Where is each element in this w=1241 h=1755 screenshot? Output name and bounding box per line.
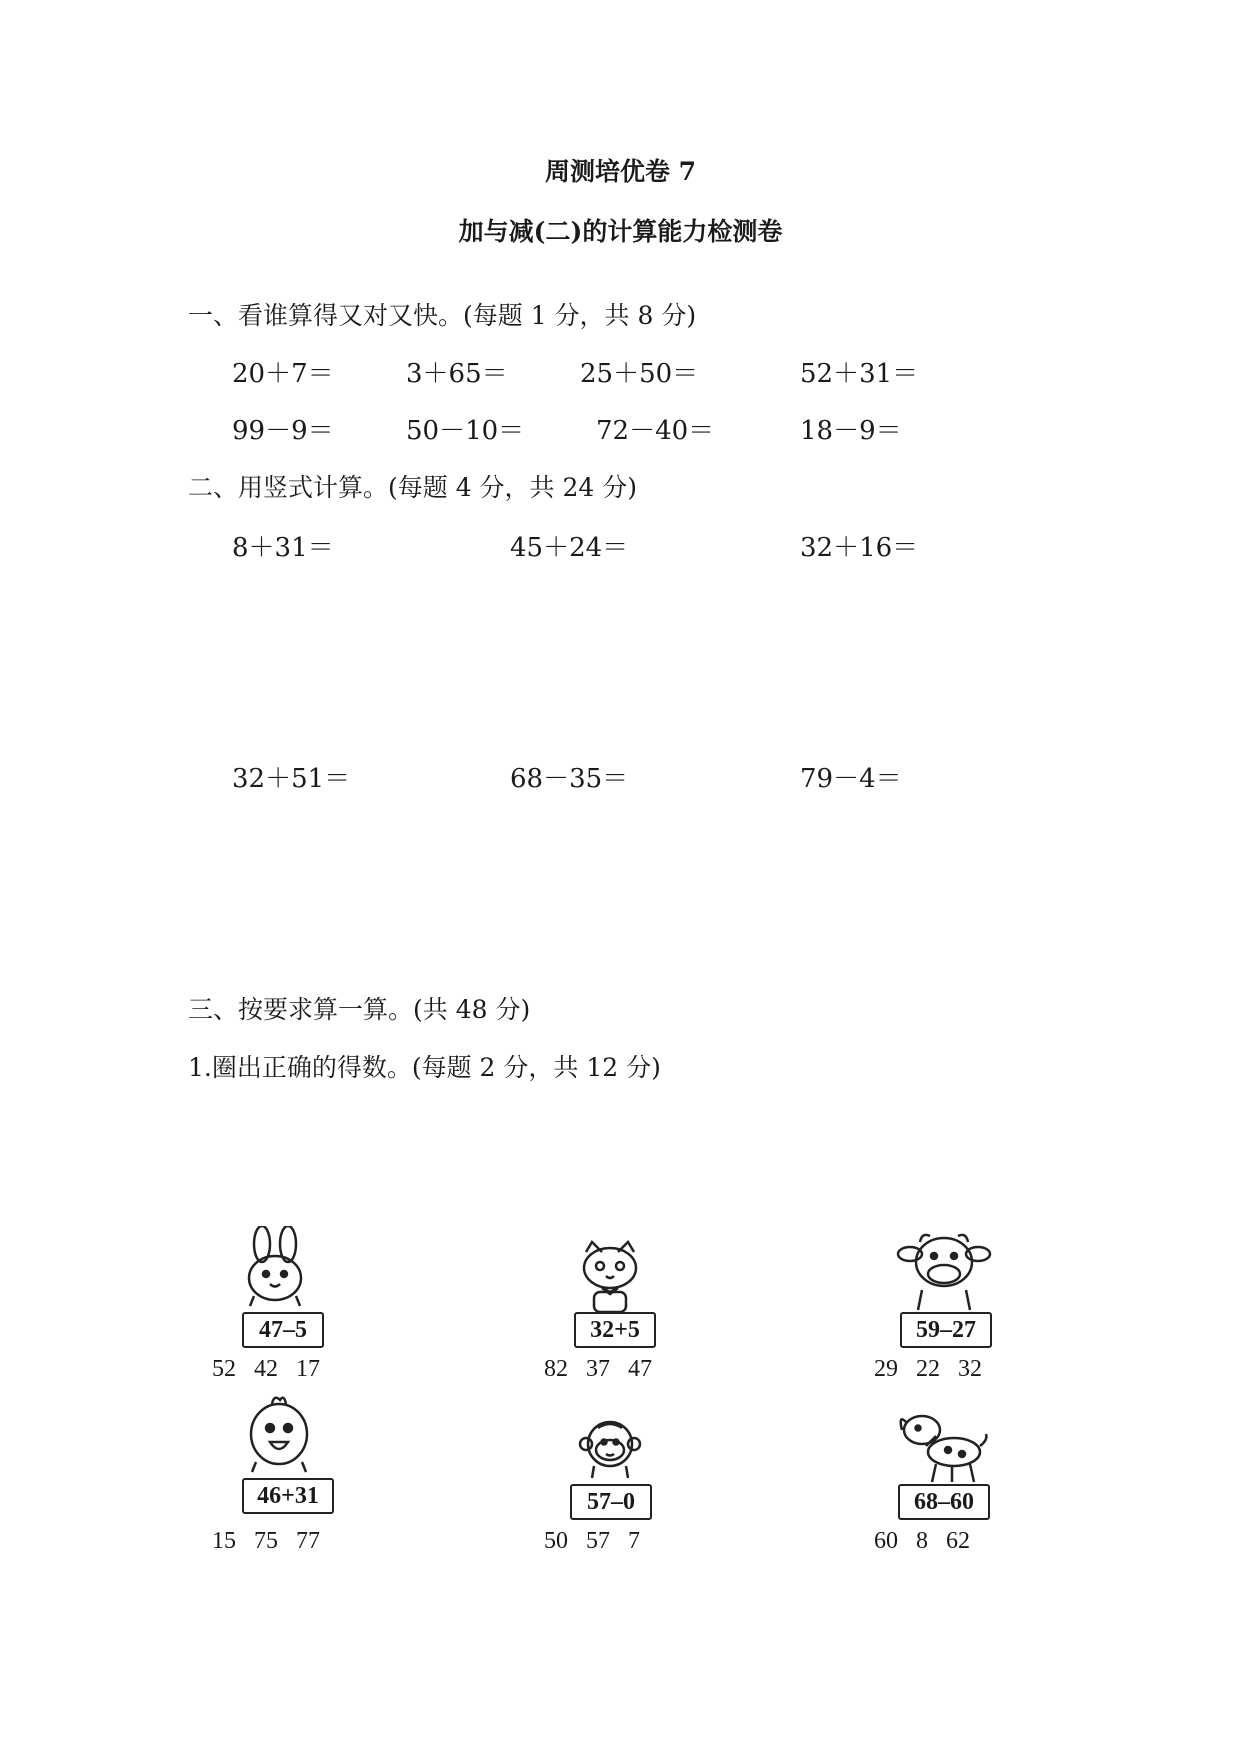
answer-option[interactable]: 7 xyxy=(628,1528,640,1554)
answer-option[interactable]: 47 xyxy=(628,1356,652,1382)
equation: 50－10＝ xyxy=(406,416,525,446)
equation: 3＋65＝ xyxy=(406,359,508,389)
equation: 52＋31＝ xyxy=(800,359,919,389)
expression-box: 59–27 xyxy=(900,1312,992,1348)
page-title: 周测培优卷 7 xyxy=(544,157,697,186)
section-3-sub-1: 1.圈出正确的得数。(每题 2 分，共 12 分) xyxy=(188,1053,661,1082)
answer-options xyxy=(874,1356,1000,1383)
answer-option[interactable]: 77 xyxy=(296,1528,320,1554)
answer-option[interactable]: 42 xyxy=(254,1356,278,1382)
answer-option[interactable]: 17 xyxy=(296,1356,320,1382)
cat-icon xyxy=(578,1240,642,1314)
section-1-heading: 一、看谁算得又对又快。(每题 1 分，共 8 分) xyxy=(188,301,697,330)
answer-options xyxy=(874,1528,988,1555)
answer-options xyxy=(212,1528,338,1555)
answer-option[interactable]: 29 xyxy=(874,1356,898,1382)
answer-option[interactable]: 52 xyxy=(212,1356,236,1382)
monkey-icon xyxy=(578,1418,642,1480)
answer-options xyxy=(544,1356,670,1383)
cow-icon xyxy=(896,1230,992,1314)
answer-option[interactable]: 15 xyxy=(212,1528,236,1554)
answer-option[interactable]: 62 xyxy=(946,1528,970,1554)
answer-options xyxy=(544,1528,658,1555)
answer-option[interactable]: 22 xyxy=(916,1356,940,1382)
expression-box: 32+5 xyxy=(574,1312,656,1348)
equation: 20＋7＝ xyxy=(232,359,334,389)
equation: 72－40＝ xyxy=(596,416,715,446)
equation: 25＋50＝ xyxy=(580,359,699,389)
page-subtitle: 加与减(二)的计算能力检测卷 xyxy=(458,217,783,246)
equation: 45＋24＝ xyxy=(510,533,629,563)
expression-box: 68–60 xyxy=(898,1484,990,1520)
section-3-heading: 三、按要求算一算。(共 48 分) xyxy=(188,995,531,1024)
answer-option[interactable]: 37 xyxy=(586,1356,610,1382)
section-2-heading: 二、用竖式计算。(每题 4 分，共 24 分) xyxy=(188,473,638,502)
answer-option[interactable]: 57 xyxy=(586,1528,610,1554)
answer-option[interactable]: 60 xyxy=(874,1528,898,1554)
chick-icon xyxy=(244,1394,314,1474)
dog-icon xyxy=(896,1410,990,1486)
expression-box: 57–0 xyxy=(570,1484,652,1520)
answer-option[interactable]: 50 xyxy=(544,1528,568,1554)
equation: 8＋31＝ xyxy=(232,533,334,563)
equation: 79－4＝ xyxy=(800,764,902,794)
equation: 32＋51＝ xyxy=(232,764,351,794)
equation: 32＋16＝ xyxy=(800,533,919,563)
answer-option[interactable]: 82 xyxy=(544,1356,568,1382)
rabbit-icon xyxy=(240,1226,310,1311)
answer-option[interactable]: 8 xyxy=(916,1528,928,1554)
expression-box: 46+31 xyxy=(242,1478,334,1514)
equation: 18－9＝ xyxy=(800,416,902,446)
expression-box: 47–5 xyxy=(242,1312,324,1348)
answer-options xyxy=(212,1356,338,1383)
equation: 68－35＝ xyxy=(510,764,629,794)
answer-option[interactable]: 32 xyxy=(958,1356,982,1382)
answer-option[interactable]: 75 xyxy=(254,1528,278,1554)
equation: 99－9＝ xyxy=(232,416,334,446)
